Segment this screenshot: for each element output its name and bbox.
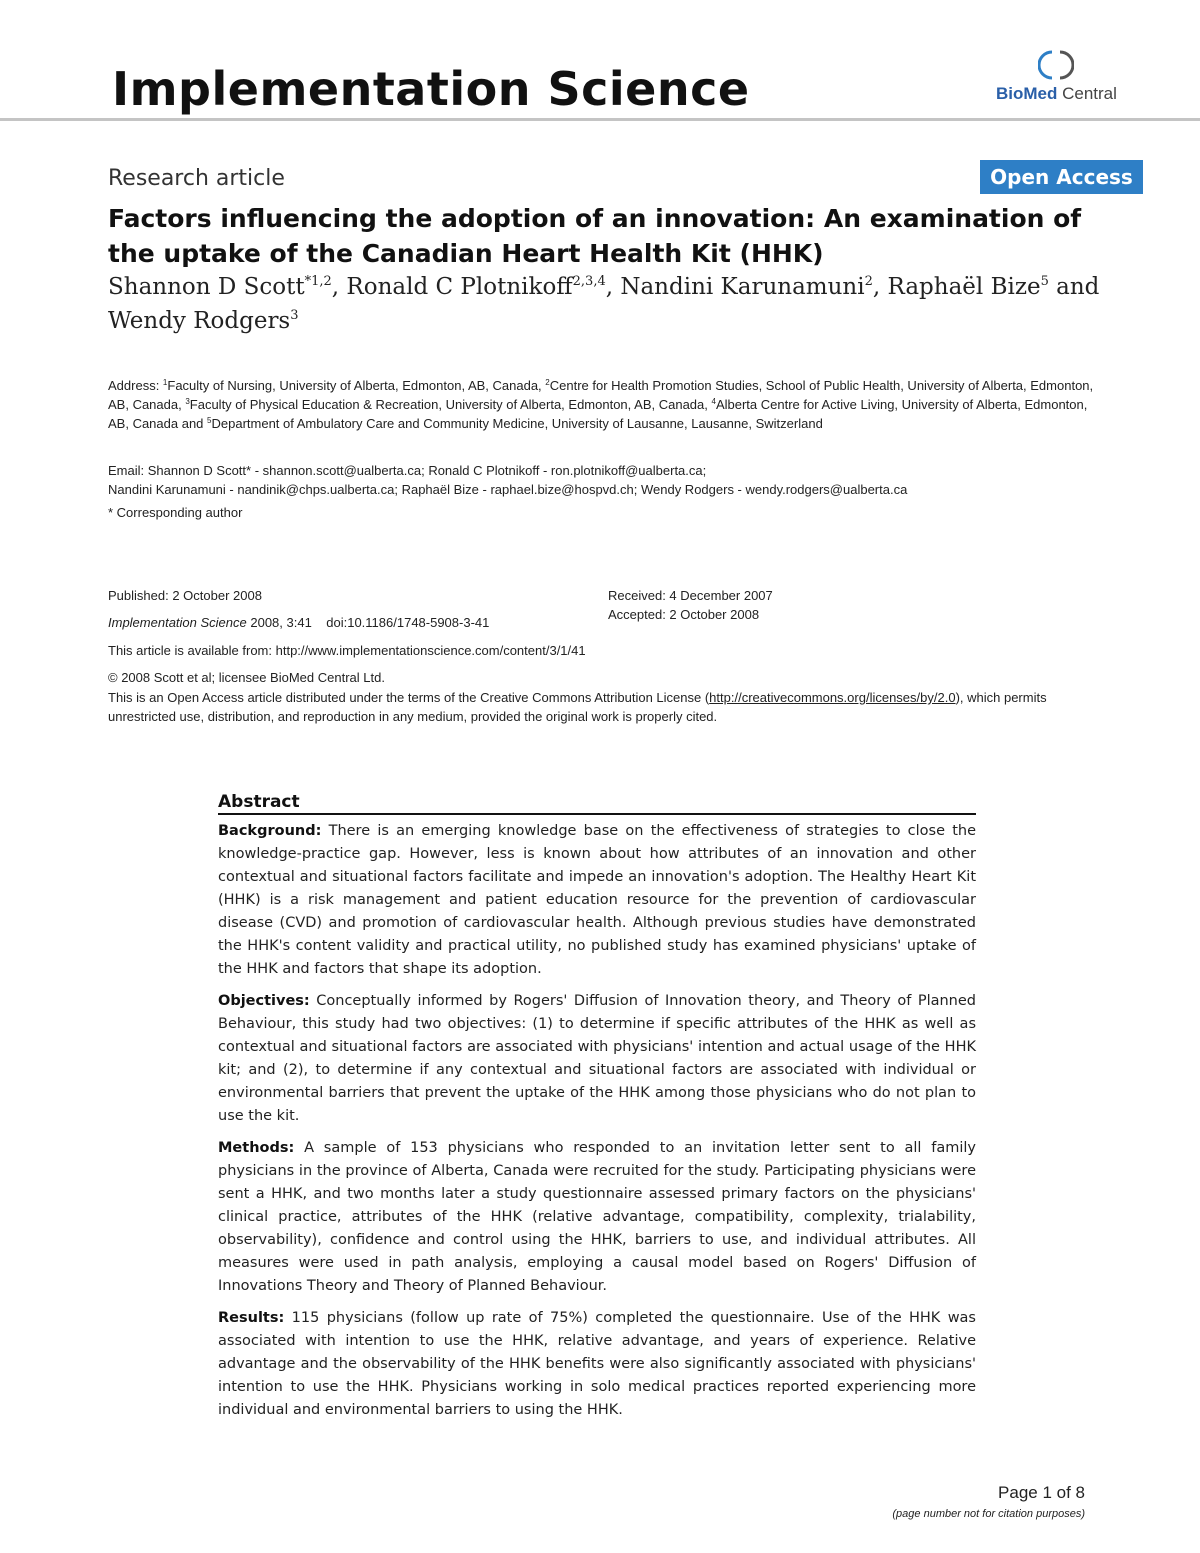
- email-line-2: Nandini Karunamuni - nandinik@chps.ualberta.ca; Raphaël Bize - raphael.bize@hospvd.ch; Wendy Rodgers - wendy.rodgers@ualberta.ca: [108, 482, 908, 497]
- copyright-notice: © 2008 Scott et al; licensee BioMed Central Ltd.: [108, 670, 385, 685]
- author-affiliation-marker: 5: [1040, 274, 1049, 289]
- abstract-section-text: There is an emerging knowledge base on the effectiveness of strategies to close the knowledge-practice gap. However, less is known about how attributes of an innovation and other contextual and situational factors facilitate and impede an innovation's adoption. The Healthy Heart Kit (HHK) is a risk management and patient education resource for the prevention of cardiovascular disease (CVD) and promotion of cardiovascular health. Although previous studies have demonstrated the HHK's content validity and practical utility, no published study has examined physicians' uptake of the HHK and factors that shape its adoption.: [218, 823, 976, 977]
- page-number: Page 1 of 8: [998, 1483, 1085, 1502]
- corresponding-author-note: * Corresponding author: [108, 505, 243, 520]
- abstract-section-text: A sample of 153 physicians who responded to an invitation letter sent to all family physicians in the province of Alberta, Canada were recruited for the study. Participating physicians were sent a HHK, and two months later a study questionnaire assessed primary factors on the physicians' clinical practice, attributes of the HHK (relative advantage, compatibility, complexity, trialability, observability), confidence and control using the HHK, barriers to use, and individual attributes. All measures were used in path analysis, employing a causal model based on Rogers' Diffusion of Innovations Theory and Theory of Planned Behaviour.: [218, 1140, 976, 1294]
- affiliation-text: Alberta Centre for Active Living, University of Alberta, Edmonton, AB, Canada and: [108, 397, 1088, 431]
- affiliation-number: 4: [711, 397, 716, 406]
- author-affiliation-marker: 3: [290, 308, 299, 323]
- published-date: Published: 2 October 2008: [108, 588, 262, 603]
- email-block: [108, 461, 1098, 499]
- affiliations: [108, 376, 1098, 433]
- availability-link[interactable]: This article is available from: http://www.implementationscience.com/content/3/1/41: [108, 643, 586, 658]
- abstract-section-label: Methods:: [218, 1140, 295, 1156]
- citation-details: 2008, 3:41 doi:10.1186/1748-5908-3-41: [246, 615, 490, 630]
- license-link[interactable]: http://creativecommons.org/licenses/by/2.0: [709, 690, 956, 705]
- abstract-section-text: 115 physicians (follow up rate of 75%) completed the questionnaire. Use of the HHK was associated with intention to use the HHK, relative advantage, and years of experience. Relative advantage and the observability of the HHK benefits were also significantly associated with physicians' intention to use the HHK. Physicians working in solo medical practices reported experiencing more individual and environmental barriers to using the HHK.: [218, 1310, 976, 1418]
- license-statement: [108, 688, 1108, 726]
- article-type: Research article: [108, 166, 285, 191]
- citation-journal: Implementation Science: [108, 615, 247, 630]
- abstract-section-label: Objectives:: [218, 993, 310, 1009]
- publisher-logo-text: [996, 84, 1117, 104]
- license-post: ), which permits unrestricted use, distribution, and reproduction in any medium, provided the original work is properly cited.: [108, 690, 1047, 724]
- author-name: Raphaël Bize: [887, 274, 1041, 300]
- abstract-body: [218, 820, 976, 1422]
- affiliation-number: 1: [162, 378, 168, 387]
- author-affiliation-marker: 2: [864, 274, 873, 289]
- email-line-1: Email: Shannon D Scott* - shannon.scott@ualberta.ca; Ronald C Plotnikoff - ron.plotnikoff@ualberta.ca;: [108, 463, 707, 478]
- received-date: Received: 4 December 2007: [608, 588, 773, 603]
- author-name: Wendy Rodgers: [108, 308, 291, 334]
- author-name: Nandini Karunamuni: [620, 274, 865, 300]
- affiliation-text: Faculty of Nursing, University of Alberta, Edmonton, AB, Canada,: [167, 378, 546, 393]
- affiliation-number: 5: [207, 416, 212, 425]
- abstract-heading: Abstract: [218, 792, 976, 815]
- header-divider: [0, 118, 1200, 121]
- abstract-paragraph: [218, 990, 976, 1128]
- article-title: Factors influencing the adoption of an innovation: An examination of the uptake of the Canadian Heart Health Kit (HHK): [108, 204, 1082, 268]
- affiliation-number: 3: [185, 397, 190, 406]
- affiliation-text: Faculty of Physical Education & Recreation, University of Alberta, Edmonton, AB, Canada,: [189, 397, 712, 412]
- affiliation-text: Centre for Health Promotion Studies, School of Public Health, University of Alberta, Edmonton, AB, Canada,: [108, 378, 1094, 412]
- journal-title: Implementation Science: [112, 62, 750, 116]
- author-name: Shannon D Scott: [108, 274, 305, 300]
- publisher-bold: BioMed: [996, 84, 1058, 103]
- abstract-section-label: Results:: [218, 1310, 285, 1326]
- author-list: Shannon D Scott$^{*1,2}$, Ronald C Plotnikoff$^{2,3,4}$, Nandini Karunamuni$^2$, Raphaël Bize$^5$ and Wendy Rodgers$^3$: [108, 274, 1100, 334]
- publisher-rest: Central: [1057, 84, 1117, 103]
- open-access-badge: Open Access: [980, 160, 1143, 194]
- abstract-paragraph: [218, 1307, 976, 1422]
- address-label: Address:: [108, 378, 163, 393]
- author-affiliation-marker: *1,2: [304, 274, 332, 289]
- abstract-paragraph: [218, 1137, 976, 1298]
- affiliation-number: 2: [545, 378, 550, 387]
- affiliation-text: Department of Ambulatory Care and Community Medicine, University of Lausanne, Lausanne, Switzerland: [211, 416, 823, 431]
- license-pre: This is an Open Access article distributed under the terms of the Creative Commons Attribution License (: [108, 690, 710, 705]
- abstract-section-text: Conceptually informed by Rogers' Diffusion of Innovation theory, and Theory of Planned Behaviour, this study had two objectives: (1) to determine if specific attributes of the HHK as well as contextual and situational factors are associated with physicians' intention and actual usage of the HHK kit; and (2), to determine if any contextual and situational factors are associated with individual or environmental barriers that prevent the uptake of the HHK among those physicians who do not plan to use the kit.: [218, 993, 976, 1124]
- abstract-section-label: Background:: [218, 823, 322, 839]
- abstract-section: [218, 792, 976, 1431]
- biomed-central-logo-icon: [1038, 48, 1074, 82]
- page-number-note: (page number not for citation purposes): [892, 1508, 1085, 1520]
- abstract-paragraph: [218, 820, 976, 981]
- author-name: Ronald C Plotnikoff: [346, 274, 573, 300]
- citation: [108, 613, 489, 632]
- accepted-date: Accepted: 2 October 2008: [608, 607, 760, 622]
- author-affiliation-marker: 2,3,4: [572, 274, 606, 289]
